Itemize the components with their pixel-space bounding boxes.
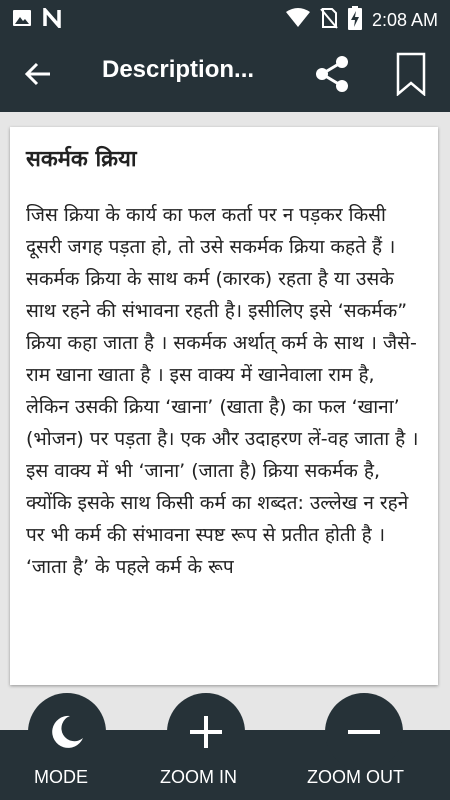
- mode-label[interactable]: MODE: [34, 767, 88, 787]
- share-icon[interactable]: [312, 54, 352, 94]
- minus-icon: [346, 714, 382, 754]
- mode-button[interactable]: [28, 693, 106, 771]
- moon-icon: [48, 713, 86, 755]
- zoom-in-label[interactable]: ZOOM IN: [160, 767, 237, 787]
- plus-icon: [188, 714, 224, 754]
- back-arrow-icon[interactable]: [22, 58, 54, 90]
- bookmark-icon[interactable]: [394, 52, 428, 96]
- image-icon: [12, 8, 32, 32]
- zoom-in-button[interactable]: [167, 693, 245, 771]
- notification-n-icon: [42, 8, 62, 32]
- no-sim-icon: [320, 7, 338, 33]
- app-bar: [0, 36, 450, 112]
- content-body: जिस क्रिया के कार्य का फल कर्ता पर न पड़कर किसी दूसरी जगह पड़ता हो, तो उसे सकर्मक क्रिया कहते हैं । सकर्मक क्रिया के साथ कर्म (कारक) रहता है या उसके साथ रहने की संभावना रहती है। इसीलिए इसे ‘सकर्मक” क्रिया कहा जाता है । सकर्मक अर्थात् कर्म के साथ । जैसे-राम खाना खाता है । इस वाक्य में खानेवाला राम है, लेकिन उसकी क्रिया ‘खाना’ (खाता है) का फल ‘खाना’ (भोजन) पर पड़ता है। एक और उदाहरण लें-वह जाता है । इस वाक्य में भी ‘जाना’ (जाता है) क्रिया सकर्मक है, क्योंकि इसके साथ किसी कर्म का शब्दत: उल्लेख न रहने पर भी कर्म की संभावना स्पष्ट रूप से प्रतीत होती है । ‘जाता है’ के पहले कर्म के रूप: [26, 204, 419, 578]
- content-card[interactable]: [10, 127, 438, 685]
- wifi-icon: [286, 8, 310, 32]
- status-time: 2:08 AM: [371, 9, 438, 30]
- page-title: Description...: [102, 56, 255, 83]
- battery-charging-icon: [348, 6, 362, 34]
- zoom-out-button[interactable]: [325, 693, 403, 771]
- zoom-out-label[interactable]: ZOOM OUT: [307, 767, 404, 787]
- content-title: सकर्मक क्रिया: [26, 147, 137, 172]
- status-bar: [0, 0, 450, 36]
